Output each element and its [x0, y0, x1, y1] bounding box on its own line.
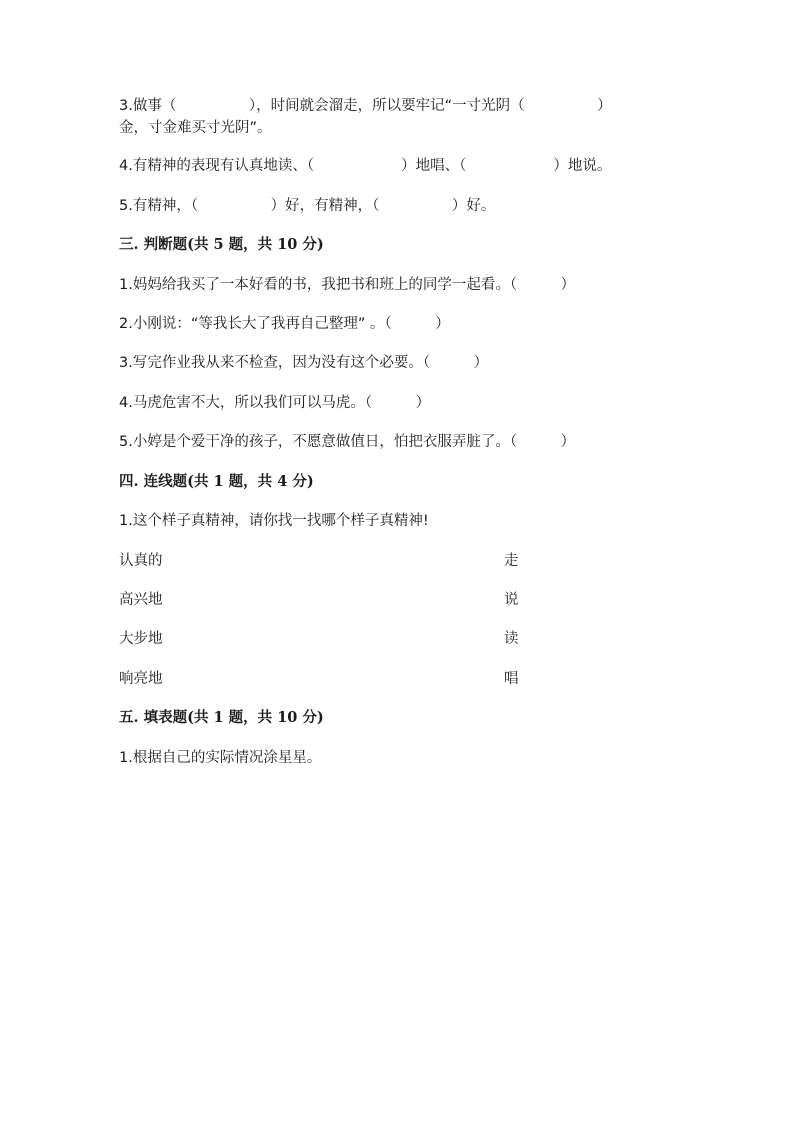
- matching-left-4: 响亮地: [119, 671, 163, 687]
- section-heading-judgment: 三. 判断题(共 5 题，共 10 分): [119, 236, 324, 253]
- fill-blank-item-3-line2: 金，寸金难买寸光阴”。: [119, 120, 272, 136]
- matching-left-3: 大步地: [119, 631, 163, 647]
- judgment-item-4: 4.马虎危害不大，所以我们可以马虎。（ ）: [119, 395, 431, 411]
- judgment-item-2: 2.小刚说：“等我长大了我再自己整理” 。（ ）: [119, 316, 450, 332]
- fill-blank-item-5: 5.有精神，（ ）好，有精神，（ ）好。: [119, 198, 496, 214]
- worksheet-page: [119, 0, 679, 1123]
- table-question: 1.根据自己的实际情况涂星星。: [119, 750, 322, 766]
- matching-left-1: 认真的: [119, 553, 163, 569]
- judgment-item-1: 1.妈妈给我买了一本好看的书，我把书和班上的同学一起看。（ ）: [119, 277, 576, 293]
- matching-right-3: 读: [504, 631, 519, 647]
- section-heading-table: 五. 填表题(共 1 题，共 10 分): [119, 709, 324, 726]
- matching-question: 1.这个样子真精神，请你找一找哪个样子真精神!: [119, 513, 429, 529]
- section-heading-matching: 四. 连线题(共 1 题，共 4 分): [119, 473, 314, 490]
- fill-blank-item-3-line1: 3.做事（ ），时间就会溜走，所以要牢记“一寸光阴（ ）: [119, 98, 612, 114]
- judgment-item-3: 3.写完作业我从来不检查，因为没有这个必要。（ ）: [119, 355, 489, 371]
- judgment-item-5: 5.小婷是个爱干净的孩子，不愿意做值日，怕把衣服弄脏了。（ ）: [119, 434, 576, 450]
- matching-right-2: 说: [504, 592, 519, 608]
- fill-blank-item-4: 4.有精神的表现有认真地读、（ ）地唱、（ ）地说。: [119, 158, 612, 174]
- matching-left-2: 高兴地: [119, 592, 163, 608]
- matching-right-1: 走: [504, 553, 519, 569]
- matching-right-4: 唱: [504, 671, 519, 687]
